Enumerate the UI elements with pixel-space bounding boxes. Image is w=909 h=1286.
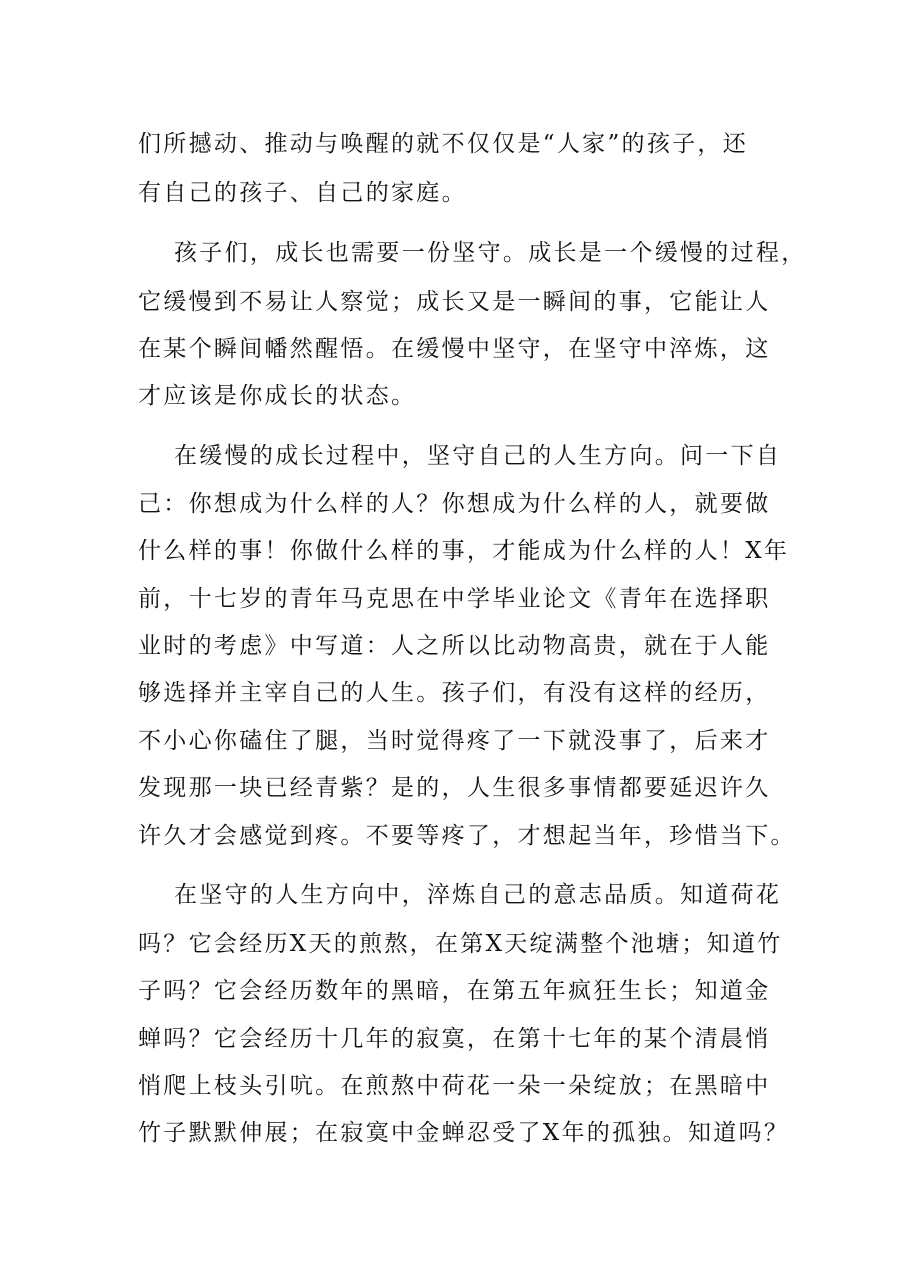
paragraph-4-line-5: 悄爬上枝头引吭。在煎熬中荷花一朵一朵绽放；在黑暗中 [138, 1073, 771, 1099]
paragraph-4-line-6: 竹子默默伸展；在寂寞中金蝉忍受了X年的孤独。知道吗？ [138, 1120, 790, 1146]
paragraph-3-line-1: 在缓慢的成长过程中，坚守自己的人生方向。问一下自 [174, 443, 782, 469]
paragraph-3-line-9: 许久才会感觉到疼。不要等疼了，才想起当年，珍惜当下。 [138, 823, 796, 849]
paragraph-1-line-1: 们所撼动、推动与唤醒的就不仅仅是“人家”的孩子，还 [138, 131, 749, 157]
paragraph-3-line-6: 够选择并主宰自己的人生。孩子们，有没有这样的经历， [138, 680, 771, 706]
paragraph-1-line-2: 有自己的孩子、自己的家庭。 [138, 180, 467, 206]
paragraph-3-line-2: 己：你想成为什么样的人？你想成为什么样的人，就要做 [138, 491, 771, 517]
paragraph-2-line-1: 孩子们，成长也需要一份坚守。成长是一个缓慢的过程， [174, 240, 807, 266]
paragraph-4-line-2: 吗？它会经历X天的煎熬，在第X天绽满整个池塘；知道竹 [138, 931, 783, 957]
paragraph-3-line-7: 不小心你磕住了腿，当时觉得疼了一下就没事了，后来才 [138, 728, 771, 754]
paragraph-2-line-2: 它缓慢到不易让人察觉；成长又是一瞬间的事，它能让人 [138, 289, 771, 315]
paragraph-3-line-8: 发现那一块已经青紫？是的，人生很多事情都要延迟许久 [138, 775, 771, 801]
paragraph-2-line-3: 在某个瞬间幡然醒悟。在缓慢中坚守，在坚守中淬炼，这 [138, 336, 771, 362]
paragraph-4-line-1: 在坚守的人生方向中，淬炼自己的意志品质。知道荷花 [174, 882, 782, 908]
paragraph-3-line-3: 什么样的事！你做什么样的事，才能成为什么样的人！X年 [138, 538, 790, 564]
paragraph-4-line-4: 蝉吗？它会经历十几年的寂寞，在第十七年的某个清晨悄 [138, 1026, 771, 1052]
paragraph-3-line-4: 前，十七岁的青年马克思在中学毕业论文《青年在选择职 [138, 586, 771, 612]
paragraph-3-line-5: 业时的考虑》中写道：人之所以比动物高贵，就在于人能 [138, 633, 771, 659]
paragraph-2-line-4: 才应该是你成长的状态。 [138, 383, 417, 409]
paragraph-4-line-3: 子吗？它会经历数年的黑暗，在第五年疯狂生长；知道金 [138, 978, 771, 1004]
